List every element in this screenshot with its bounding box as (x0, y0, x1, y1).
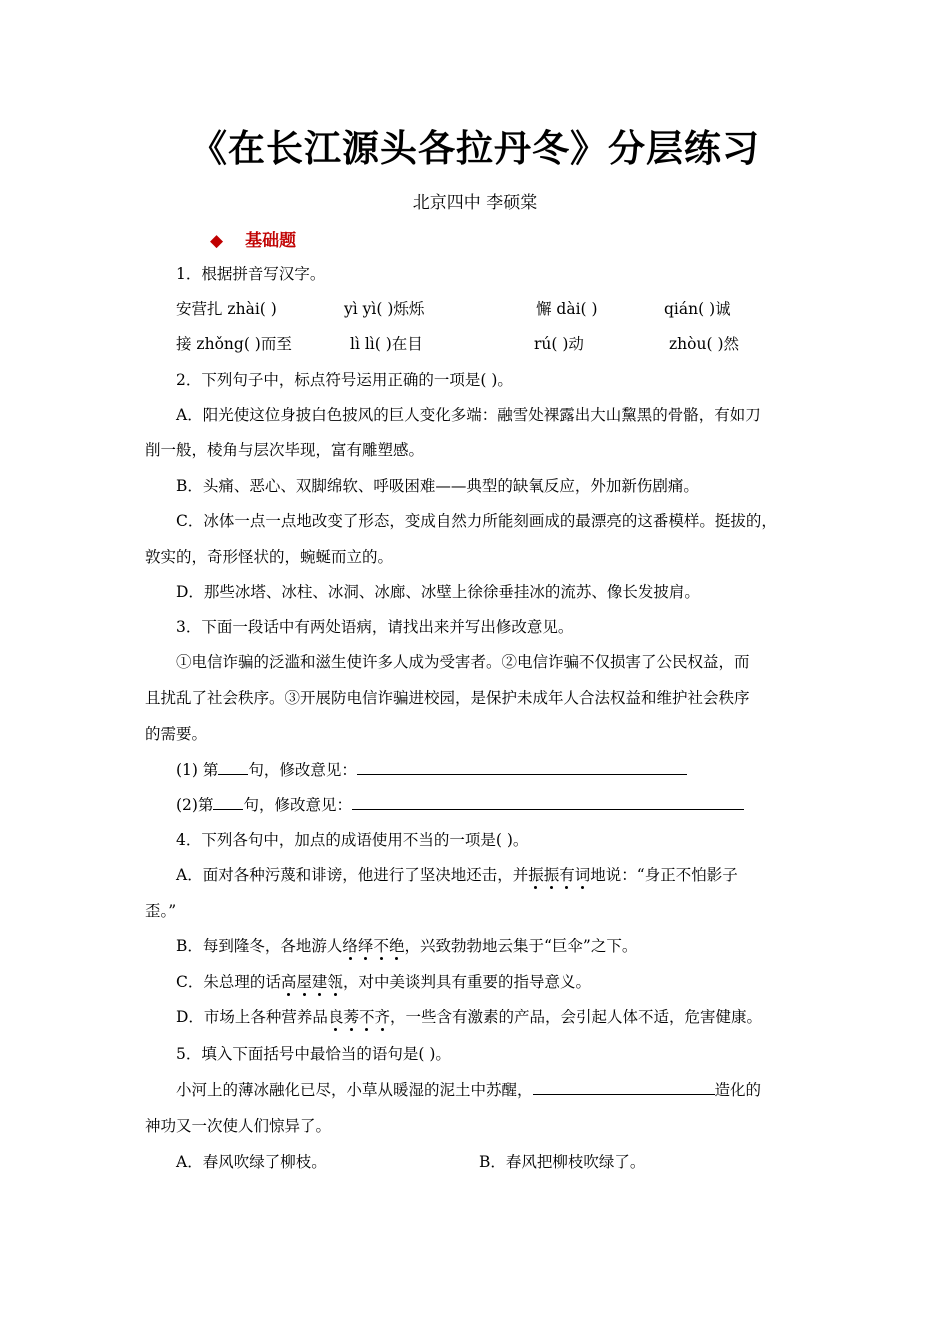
dotted-char: 振 (528, 866, 544, 884)
dotted-char: 绝 (388, 937, 405, 955)
dotted-char: 良 (327, 1008, 344, 1026)
q2-option-c: C．冰体一点一点地改变了形态，变成自然力所能刻画成的最漂亮的这番模样。挺拔的， (176, 512, 777, 530)
diamond-bullet-icon: ◆ (210, 231, 224, 251)
page-title: 《在长江源头各拉丹冬》分层练习 (190, 126, 760, 170)
q1-item: zhòu( )然 (669, 335, 739, 353)
q1-item: lì lì( )在目 (350, 335, 423, 353)
q4-stem: 4．下列各句中，加点的成语使用不当的一项是( )。 (176, 831, 529, 849)
q5-passage (176, 1078, 761, 1100)
q2-option-c-cont: 敦实的，奇形怪状的，蜿蜒而立的。 (145, 548, 394, 566)
q1-row-1 (176, 297, 816, 319)
q5-stem: 5．填入下面括号中最恰当的语句是( )。 (176, 1045, 451, 1063)
q3-passage-end: 的需要。 (145, 725, 208, 743)
q3-passage-cont: 且扰乱了社会秩序。③开展防电信诈骗进校园，是保护未成年人合法权益和维护社会秩序 (145, 689, 750, 707)
dotted-char: 络 (342, 937, 358, 955)
q5-passage-cont: 神功又一次使人们惊异了。 (145, 1117, 332, 1135)
q4-option-c (176, 970, 591, 992)
author-line: 北京四中 李硕棠 (412, 193, 538, 213)
q1-item: 懈 dài( ) (536, 300, 598, 318)
q2-option-a-cont: 削一般，棱角与层次毕现，富有雕塑感。 (145, 441, 425, 459)
dotted-char: 有 (559, 866, 575, 884)
section-label: 基础题 (245, 231, 297, 251)
q1-stem: 1．根据拼音写汉字。 (176, 265, 326, 283)
q3-fill-2 (176, 793, 744, 815)
q3-fill-1-label-2: 句，修改意见： (248, 761, 357, 779)
dotted-char: 建 (311, 973, 328, 991)
dotted-char: 齐 (374, 1008, 390, 1026)
q3-passage: ①电信诈骗的泛滥和滋生使许多人成为受害者。②电信诈骗不仅损害了公民权益，而 (176, 653, 750, 671)
q4-option-a-text: A．面对各种污蔑和诽谤，他进行了坚决地还击，并 (176, 866, 529, 884)
q3-fill-2-answer-blank[interactable] (352, 795, 744, 810)
q2-option-a: A．阳光使这位身披白色披风的巨人变化多端：融雪处裸露出大山黧黑的骨骼，有如刀 (176, 406, 761, 424)
q2-option-b: B．头痛、恶心、双脚绵软、呼吸困难——典型的缺氧反应，外加新伤剧痛。 (176, 477, 699, 495)
q4-option-b-idiom (342, 937, 404, 955)
q3-fill-1 (176, 758, 687, 780)
dotted-char: 振 (543, 866, 560, 884)
q4-option-b-text: B．每到隆冬，各地游人 (176, 937, 343, 955)
q1-item: qián( )诚 (664, 300, 731, 318)
q4-option-c-idiom (281, 973, 343, 991)
q4-option-d (176, 1005, 762, 1027)
q2-option-d: D．那些冰塔、冰柱、冰洞、冰廊、冰壁上徐徐垂挂冰的流苏、像长发披肩。 (176, 583, 700, 601)
q4-option-d-text-end: ，一些含有激素的产品，会引起人体不适，危害健康。 (390, 1008, 763, 1026)
q4-option-a-cont: 歪。” (145, 902, 177, 920)
dotted-char: 屋 (296, 973, 312, 991)
q1-row-2 (176, 332, 816, 354)
q4-option-c-text-end: ，对中美谈判具有重要的指导意义。 (342, 973, 591, 991)
q1-item: yì yì( )烁烁 (344, 300, 425, 318)
q5-passage-text: 小河上的薄冰融化已尽，小草从暖湿的泥土中苏醒， (176, 1081, 533, 1099)
q2-stem: 2．下列句子中，标点符号运用正确的一项是( )。 (176, 371, 513, 389)
q3-fill-1-label: (1) 第 (176, 761, 219, 779)
dotted-char: 不 (358, 1008, 375, 1026)
dotted-char: 不 (373, 937, 389, 955)
q3-stem: 3．下面一段话中有两处语病，请找出来并写出修改意见。 (176, 618, 574, 636)
q3-fill-1-sentence-blank[interactable] (218, 760, 248, 775)
dotted-char: 绎 (357, 937, 374, 955)
q4-option-a (176, 863, 738, 885)
dotted-char: 莠 (343, 1008, 359, 1026)
q4-option-d-text: D．市场上各种营养品 (176, 1008, 328, 1026)
q4-option-a-idiom (528, 866, 590, 884)
q4-option-a-text-end: 地说：“身正不怕影子 (590, 866, 738, 884)
q5-answer-blank[interactable] (533, 1080, 715, 1095)
dotted-char: 高 (280, 973, 297, 991)
q3-fill-2-label-2: 句，修改意见： (243, 796, 352, 814)
dotted-char: 词 (574, 866, 591, 884)
q5-option-a: A．春风吹绿了柳枝。 (176, 1153, 327, 1171)
q3-fill-1-answer-blank[interactable] (357, 760, 687, 775)
q4-option-d-idiom (328, 1008, 390, 1026)
q5-passage-text-end: 造化的 (714, 1081, 762, 1099)
q1-item: rú( )动 (534, 335, 584, 353)
q3-fill-2-sentence-blank[interactable] (213, 795, 243, 810)
q4-option-b-text-end: ，兴致勃勃地云集于“巨伞”之下。 (404, 937, 638, 955)
q4-option-b (176, 934, 637, 956)
q5-option-b: B．春风把柳枝吹绿了。 (479, 1153, 646, 1171)
q3-fill-2-label: (2)第 (176, 796, 214, 814)
q1-item: 安营扎 zhài( ) (176, 300, 277, 318)
section-heading (210, 226, 296, 251)
q4-option-c-text: C．朱总理的话 (176, 973, 281, 991)
q1-item: 接 zhǒng( )而至 (176, 335, 292, 353)
dotted-char: 瓴 (327, 973, 343, 991)
